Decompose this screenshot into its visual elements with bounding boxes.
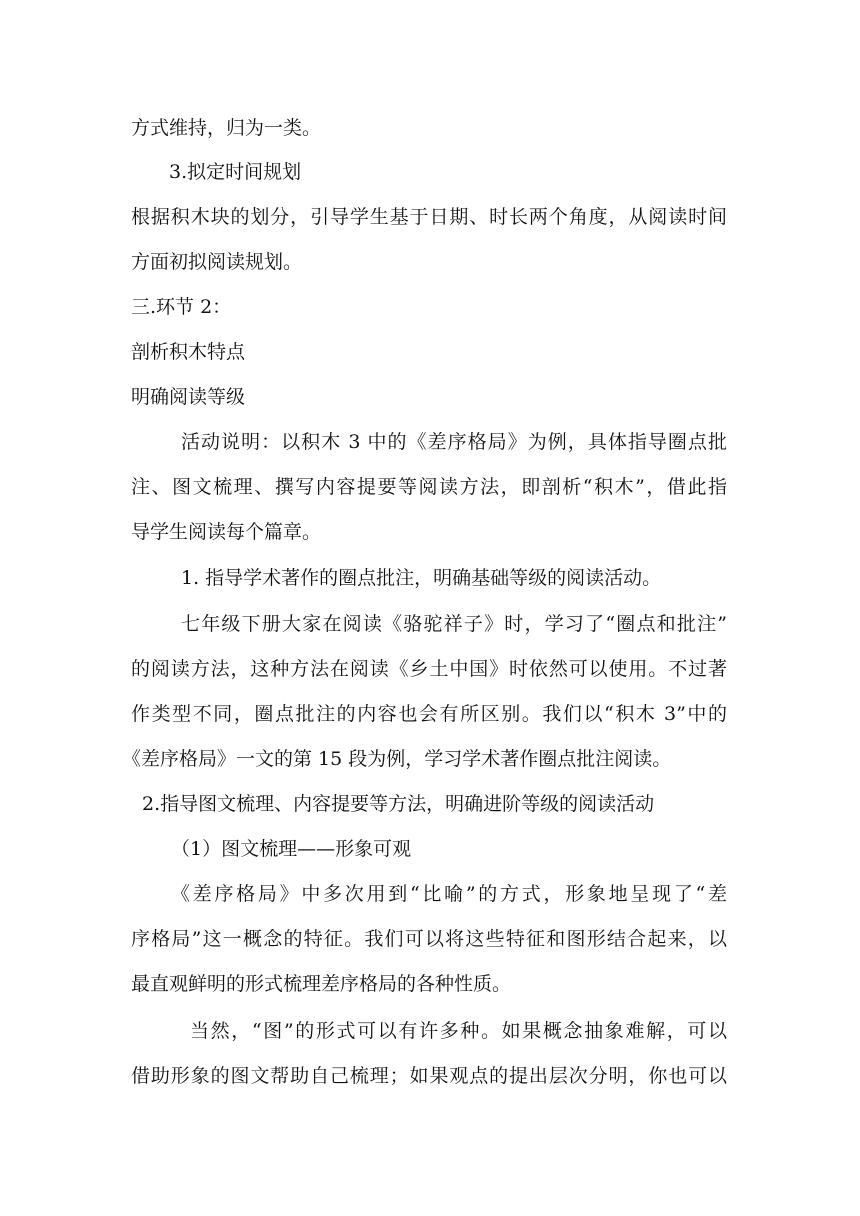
text-line: 作类型不同，圈点批注的内容也会有所区别。我们以“积木 3”中的 [131, 703, 727, 725]
text-line: 方式维持，归为一类。 [131, 117, 322, 139]
section-heading: 3.拟定时间规划 [169, 161, 302, 183]
text-line: 活动说明：以积木 3 中的《差序格局》为例，具体指导圈点批 [181, 431, 727, 453]
text-line: 当然，“图”的形式可以有许多种。如果概念抽象难解，可以 [190, 1020, 727, 1042]
subsection-heading: 2.指导图文梳理、内容提要等方法，明确进阶等级的阅读活动 [142, 793, 655, 815]
section-heading: 剖析积木特点 [131, 341, 246, 363]
text-line: 的阅读方法，这种方法在阅读《乡土中国》时依然可以使用。不过著 [131, 658, 727, 680]
subsection-heading: 1. 指导学术著作的圈点批注，明确基础等级的阅读活动。 [181, 567, 662, 589]
section-heading: 明确阅读等级 [131, 386, 246, 408]
text-line: 根据积木块的划分，引导学生基于日期、时长两个角度，从阅读时间 [131, 206, 727, 228]
section-heading: 三.环节 2： [131, 296, 232, 318]
text-line: 《差序格局》中多次用到“比喻”的方式，形象地呈现了“差 [171, 883, 727, 905]
text-line: 注、图文梳理、撰写内容提要等阅读方法，即剖析“积木”，借此指 [131, 476, 727, 498]
text-line: 导学生阅读每个篇章。 [131, 521, 322, 543]
text-line: 借助形象的图文帮助自己梳理；如果观点的提出层次分明，你也可以 [131, 1065, 727, 1087]
text-line: 七年级下册大家在阅读《骆驼祥子》时，学习了“圈点和批注” [181, 613, 727, 635]
text-line: 方面初拟阅读规划。 [131, 251, 303, 273]
subsection-heading: （1）图文梳理——形象可观 [171, 838, 412, 860]
text-line: 最直观鲜明的形式梳理差序格局的各种性质。 [131, 973, 512, 995]
text-line: 《差序格局》一文的第 15 段为例，学习学术著作圈点批注阅读。 [122, 748, 672, 770]
text-line: 序格局”这一概念的特征。我们可以将这些特征和图形结合起来，以 [131, 928, 727, 950]
